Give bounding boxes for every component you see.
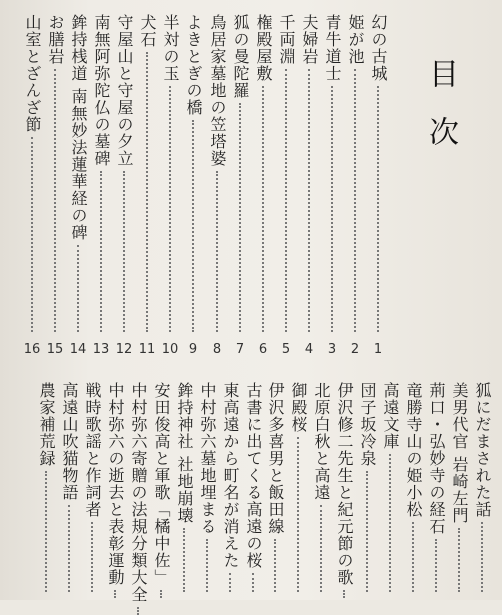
toc-entry-title: 守屋山と守屋の夕立: [115, 14, 134, 167]
leader-dots: [285, 69, 287, 332]
toc-page-number: 13: [92, 342, 110, 357]
leader-dots: [297, 437, 299, 592]
leader-dots: [308, 69, 310, 332]
toc-entry: [345, 14, 365, 336]
toc-entry: [105, 382, 125, 596]
toc-page-number: 11: [138, 342, 156, 357]
leader-dots: [252, 573, 254, 592]
toc-entry: [276, 14, 296, 336]
toc-entry: [151, 382, 171, 596]
toc-entry: [449, 382, 469, 596]
leader-dots: [320, 505, 322, 592]
toc-entry: [114, 14, 134, 336]
toc-entry-title: 青牛道士: [323, 14, 342, 82]
toc-entry: [380, 382, 400, 596]
toc-entry: [299, 14, 319, 336]
toc-page-number: 10: [161, 342, 179, 357]
toc-entry: [197, 382, 217, 596]
toc-entry-title: 権殿屋敷: [254, 14, 273, 82]
leader-dots: [45, 471, 47, 592]
toc-entry: [22, 14, 42, 336]
toc-entry: [91, 14, 111, 336]
toc-entry-title: 美男代官 岩崎左門: [450, 382, 469, 525]
toc-entry-title: 東高遠から町名が消えた: [221, 382, 240, 569]
toc-entry: [183, 14, 203, 336]
toc-entry-title: 農家補荒録: [37, 382, 56, 467]
leader-dots: [389, 454, 391, 592]
leader-dots: [274, 539, 276, 592]
leader-dots: [169, 86, 171, 332]
toc-entry-title: 団子坂冷泉: [358, 382, 377, 467]
toc-entry: [59, 382, 79, 596]
toc-entry-title: 安田俊高と軍歌「橘中佐」: [152, 382, 171, 586]
toc-entry: [243, 382, 263, 596]
leader-dots: [262, 86, 264, 332]
toc-entry: [403, 382, 423, 596]
toc-entry-title: 伊沢修二先生と紀元節の歌: [335, 382, 354, 586]
leader-dots: [377, 86, 379, 332]
leader-dots: [137, 607, 139, 615]
toc-page-number: 6: [258, 342, 268, 357]
toc-entry-title: 伊沢多喜男と飯田線: [266, 382, 285, 535]
leader-dots: [123, 171, 125, 332]
leader-dots: [114, 590, 116, 598]
leader-dots: [216, 171, 218, 332]
toc-entry: [311, 382, 331, 596]
toc-entry: [45, 14, 65, 336]
toc-entry-title: 高遠山吹猫物語: [60, 382, 79, 501]
toc-page-number: 7: [235, 342, 245, 357]
toc-entry-title: 中村弥六の逝去と表彰運動: [106, 382, 125, 586]
toc-page-number: 15: [46, 342, 64, 357]
toc-entry-title: 古書に出てくる高遠の桜: [244, 382, 263, 569]
toc-page-number: 16: [23, 342, 41, 357]
leader-dots: [435, 539, 437, 592]
leader-dots: [239, 103, 241, 332]
toc-entry-title: 山室とざんざ節: [23, 14, 42, 133]
toc-entry: [230, 14, 250, 336]
toc-entry-title: 鳥居家墓地の笠塔婆: [208, 14, 227, 167]
toc-entry-title: 鉾持桟道 南無妙法蓮華経の碑: [69, 14, 88, 242]
toc-entry-title: 北原白秋と高遠: [312, 382, 331, 501]
leader-dots: [31, 137, 33, 332]
toc-entry: [426, 382, 446, 596]
toc-entry-title: 狐にだまされた話: [473, 382, 492, 518]
toc-page-number: 8: [212, 342, 222, 357]
toc-entry: [288, 382, 308, 596]
toc-page-number: 3: [327, 342, 337, 357]
leader-dots: [354, 69, 356, 332]
leader-dots: [183, 528, 185, 592]
toc-entry-title: 犬石: [138, 14, 157, 48]
toc-entry: [160, 14, 180, 336]
toc-entry-title: 夫婦岩: [300, 14, 319, 65]
toc-page-number: 14: [69, 342, 87, 357]
toc-entry: [82, 382, 102, 596]
page-title: 目次: [423, 58, 458, 174]
toc-entry-title: 半対の玉: [161, 14, 180, 82]
toc-entry: [207, 14, 227, 336]
toc-page-number: 9: [188, 342, 198, 357]
leader-dots: [343, 590, 345, 598]
toc-entry: [68, 14, 88, 336]
leader-dots: [54, 69, 56, 332]
leader-dots: [192, 120, 194, 332]
leader-dots: [366, 471, 368, 592]
leader-dots: [458, 528, 460, 592]
toc-entry: [368, 14, 388, 336]
toc-entry-title: 中村弥六墓地埋まる: [198, 382, 217, 535]
toc-entry: [253, 14, 273, 336]
toc-entry: [128, 382, 148, 603]
toc-entry-title: 狐の曼陀羅: [231, 14, 250, 99]
toc-entry-title: 南無阿弥陀仏の墓碑: [92, 14, 111, 167]
toc-entry-title: よきとぎの橋: [184, 14, 203, 116]
toc-page-number: 12: [115, 342, 133, 357]
toc-entry-title: 竜勝寺山の姫小松: [404, 382, 423, 518]
toc-entry: [322, 14, 342, 336]
leader-dots: [100, 171, 102, 332]
leader-dots: [77, 245, 79, 332]
toc-page-number: 5: [281, 342, 291, 357]
toc-entry-title: 御殿桜: [289, 382, 308, 433]
toc-entry: [265, 382, 285, 596]
toc-entry: [174, 382, 194, 596]
leader-dots: [331, 86, 333, 332]
toc-entry: [36, 382, 56, 596]
leader-dots: [68, 505, 70, 592]
leader-dots: [412, 522, 414, 592]
toc-entry-title: 千両淵: [277, 14, 296, 65]
toc-entry-title: 荊口・弘妙寺の経石: [427, 382, 446, 535]
toc-entry-title: 姫が池: [346, 14, 365, 65]
toc-entry: [334, 382, 354, 596]
leader-dots: [91, 522, 93, 592]
leader-dots: [160, 590, 162, 598]
toc-page-number: 4: [304, 342, 314, 357]
toc-entry-title: 戦時歌謡と作詞者: [83, 382, 102, 518]
toc-entry: [472, 382, 492, 596]
toc-entry-title: 鉾持神社 社地崩壊: [175, 382, 194, 525]
leader-dots: [206, 539, 208, 592]
leader-dots: [481, 522, 483, 592]
toc-entry: [357, 382, 377, 596]
toc-entry-title: 幻の古城: [369, 14, 388, 82]
toc-entry: [137, 14, 157, 336]
toc-page-number: 2: [350, 342, 360, 357]
toc-page-number: 1: [373, 342, 383, 357]
toc-entry: [220, 382, 240, 596]
toc-entry-title: 中村弥六寄贈の法規分類大全: [129, 382, 148, 603]
leader-dots: [229, 573, 231, 592]
leader-dots: [146, 52, 148, 332]
toc-entry-title: お膳岩: [46, 14, 65, 65]
toc-entry-title: 高遠文庫: [381, 382, 400, 450]
